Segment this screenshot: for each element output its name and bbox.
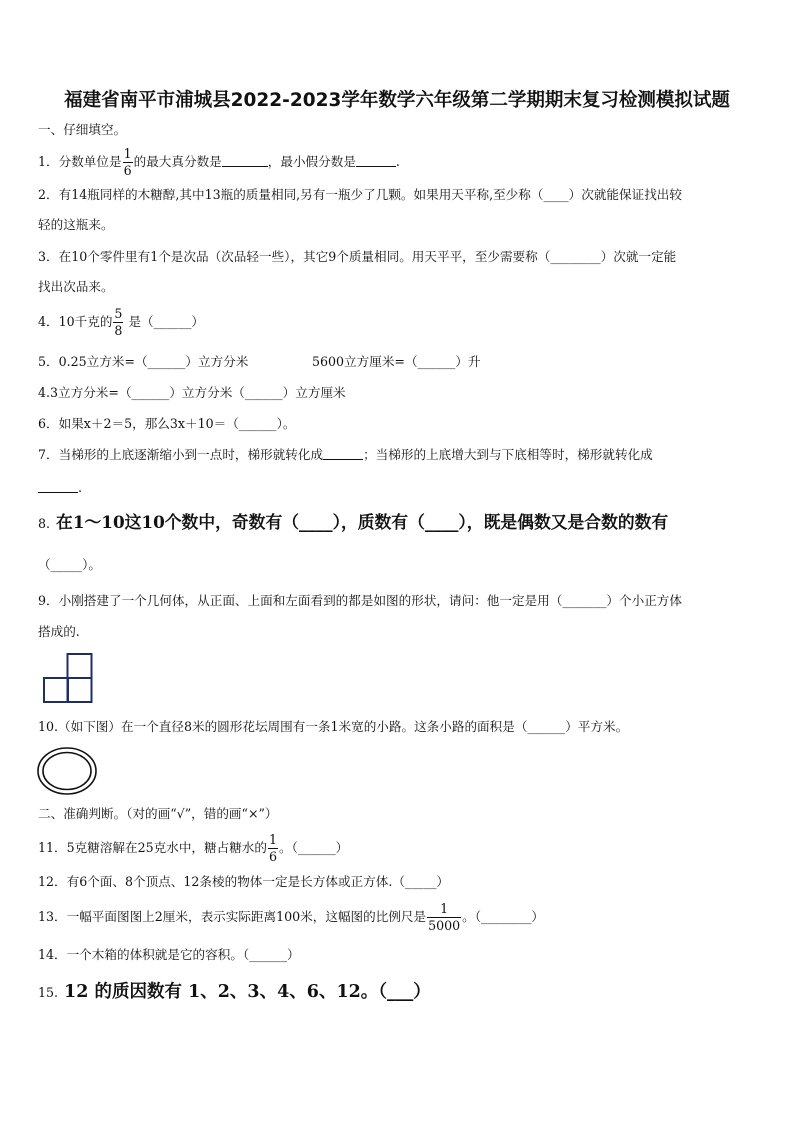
question-7-line-2 (38, 480, 82, 496)
question-5-part-c: 4.3立方分米=（______）立方分米（______）立方厘米 (38, 385, 346, 400)
question-11-text-a: 11．5克糖溶解在25克水中，糖占糖水的 (38, 840, 267, 856)
inner-circle (43, 753, 91, 790)
question-12: 12．有6个面、8个顶点、12条棱的物体一定是长方体或正方体.（_____） (38, 874, 450, 889)
fraction-denominator: 6 (268, 848, 277, 864)
fraction (113, 308, 123, 337)
question-5-part-a: 5．0.25立方米=（______）立方分米 (38, 354, 249, 369)
page-title: 福建省南平市浦城县2022-2023学年数学六年级第二学期期末复习检测模拟试题 (64, 90, 730, 111)
question-8-number: 8. (38, 516, 51, 531)
fraction-denominator: 5000 (428, 917, 461, 933)
question-7-line-1 (38, 447, 653, 463)
question-13 (38, 903, 544, 932)
question-15-text: 12 的质因数有 1、2、3、4、6、12。（___） (64, 982, 431, 1002)
fraction-numerator: 1 (427, 903, 461, 918)
answer-blank[interactable] (38, 480, 78, 493)
question-2-line-1: 2．有14瓶同样的木糖醇,其中13瓶的质量相同,另有一瓶少了几颗。如果用天平称,至少称（____）次就能保证找出较 (38, 187, 682, 202)
question-1-text-d: . (395, 154, 400, 170)
question-2-line-2: 轻的这瓶来。 (38, 217, 114, 232)
question-10: 10.（如下图）在一个直径8米的圆形花坛周围有一条1米宽的小路。这条小路的面积是（______）平方米。 (38, 719, 629, 734)
answer-blank[interactable] (222, 154, 268, 167)
question-15 (38, 981, 431, 1003)
fraction-denominator: 6 (123, 162, 132, 178)
circular-path-figure (37, 746, 99, 796)
question-13-text-b: 。（________） (462, 909, 545, 925)
question-3-line-1: 3．在10个零件里有1个是次品（次品轻一些），其它9个质量相同。用天平平，至少需要称（________）次就一定能 (38, 249, 677, 264)
square-bottom-right (68, 678, 92, 702)
fraction-unit (123, 148, 133, 177)
question-1-text-a: 1．分数单位是 (38, 154, 122, 170)
question-4-text-a: 4．10千克的 (38, 314, 113, 330)
question-11 (38, 834, 348, 863)
question-4 (38, 308, 204, 337)
fraction-numerator: 1 (123, 146, 132, 161)
question-7-text-a: 7．当梯形的上底逐渐缩小到一点时，梯形就转化成 (38, 447, 324, 462)
question-13-text-a: 13．一幅平面图图上2厘米，表示实际距离100米，这幅图的比例尺是 (38, 909, 427, 925)
question-8-text: 在1～10这10个数中，奇数有（____），质数有（____），既是偶数又是合数的数有 (56, 512, 669, 532)
section-heading-judgement: 二、准确判断。（对的画“√”，错的画“×”） (38, 806, 278, 821)
question-8-line-2: （_____）。 (38, 557, 101, 572)
scale-fraction (427, 903, 461, 932)
question-9-line-1: 9．小刚搭建了一个几何体，从正面、上面和左面看到的都是如图的形状，请问：他一定是用（_______）个小正方体 (38, 593, 682, 608)
fraction-numerator: 1 (268, 832, 277, 847)
question-4-text-b: 是（______） (124, 314, 205, 330)
answer-blank[interactable] (356, 154, 396, 167)
fraction-numerator: 5 (114, 306, 123, 321)
square-bottom-left (44, 678, 68, 702)
question-9-line-2: 搭成的. (38, 624, 80, 639)
section-heading-fill-in: 一、仔细填空。 (38, 122, 127, 137)
question-14: 14．一个木箱的体积就是它的容积。（______） (38, 947, 300, 962)
question-1 (38, 148, 400, 177)
question-5-part-b: 5600立方厘米=（______）升 (312, 354, 481, 369)
question-3-line-2: 找出次品来。 (38, 279, 114, 294)
question-7-text-b: ；当梯形的上底增大到与下底相等时，梯形就转化成 (363, 447, 653, 462)
cube-view-figure (43, 653, 93, 703)
question-7-end: . (78, 480, 83, 495)
question-15-number: 15. (38, 985, 59, 1000)
question-1-text-b: 的最大真分数是 (133, 154, 222, 170)
question-1-text-c: ，最小假分数是 (267, 154, 356, 170)
fraction-denominator: 8 (114, 322, 123, 338)
answer-blank[interactable] (323, 447, 363, 460)
outer-circle (38, 748, 96, 794)
question-8 (38, 511, 668, 533)
fraction (268, 834, 278, 863)
question-6: 6．如果x＋2＝5，那么3x＋10＝（______）。 (38, 416, 296, 431)
question-11-text-b: 。（______） (279, 840, 349, 856)
square-top (68, 654, 92, 678)
